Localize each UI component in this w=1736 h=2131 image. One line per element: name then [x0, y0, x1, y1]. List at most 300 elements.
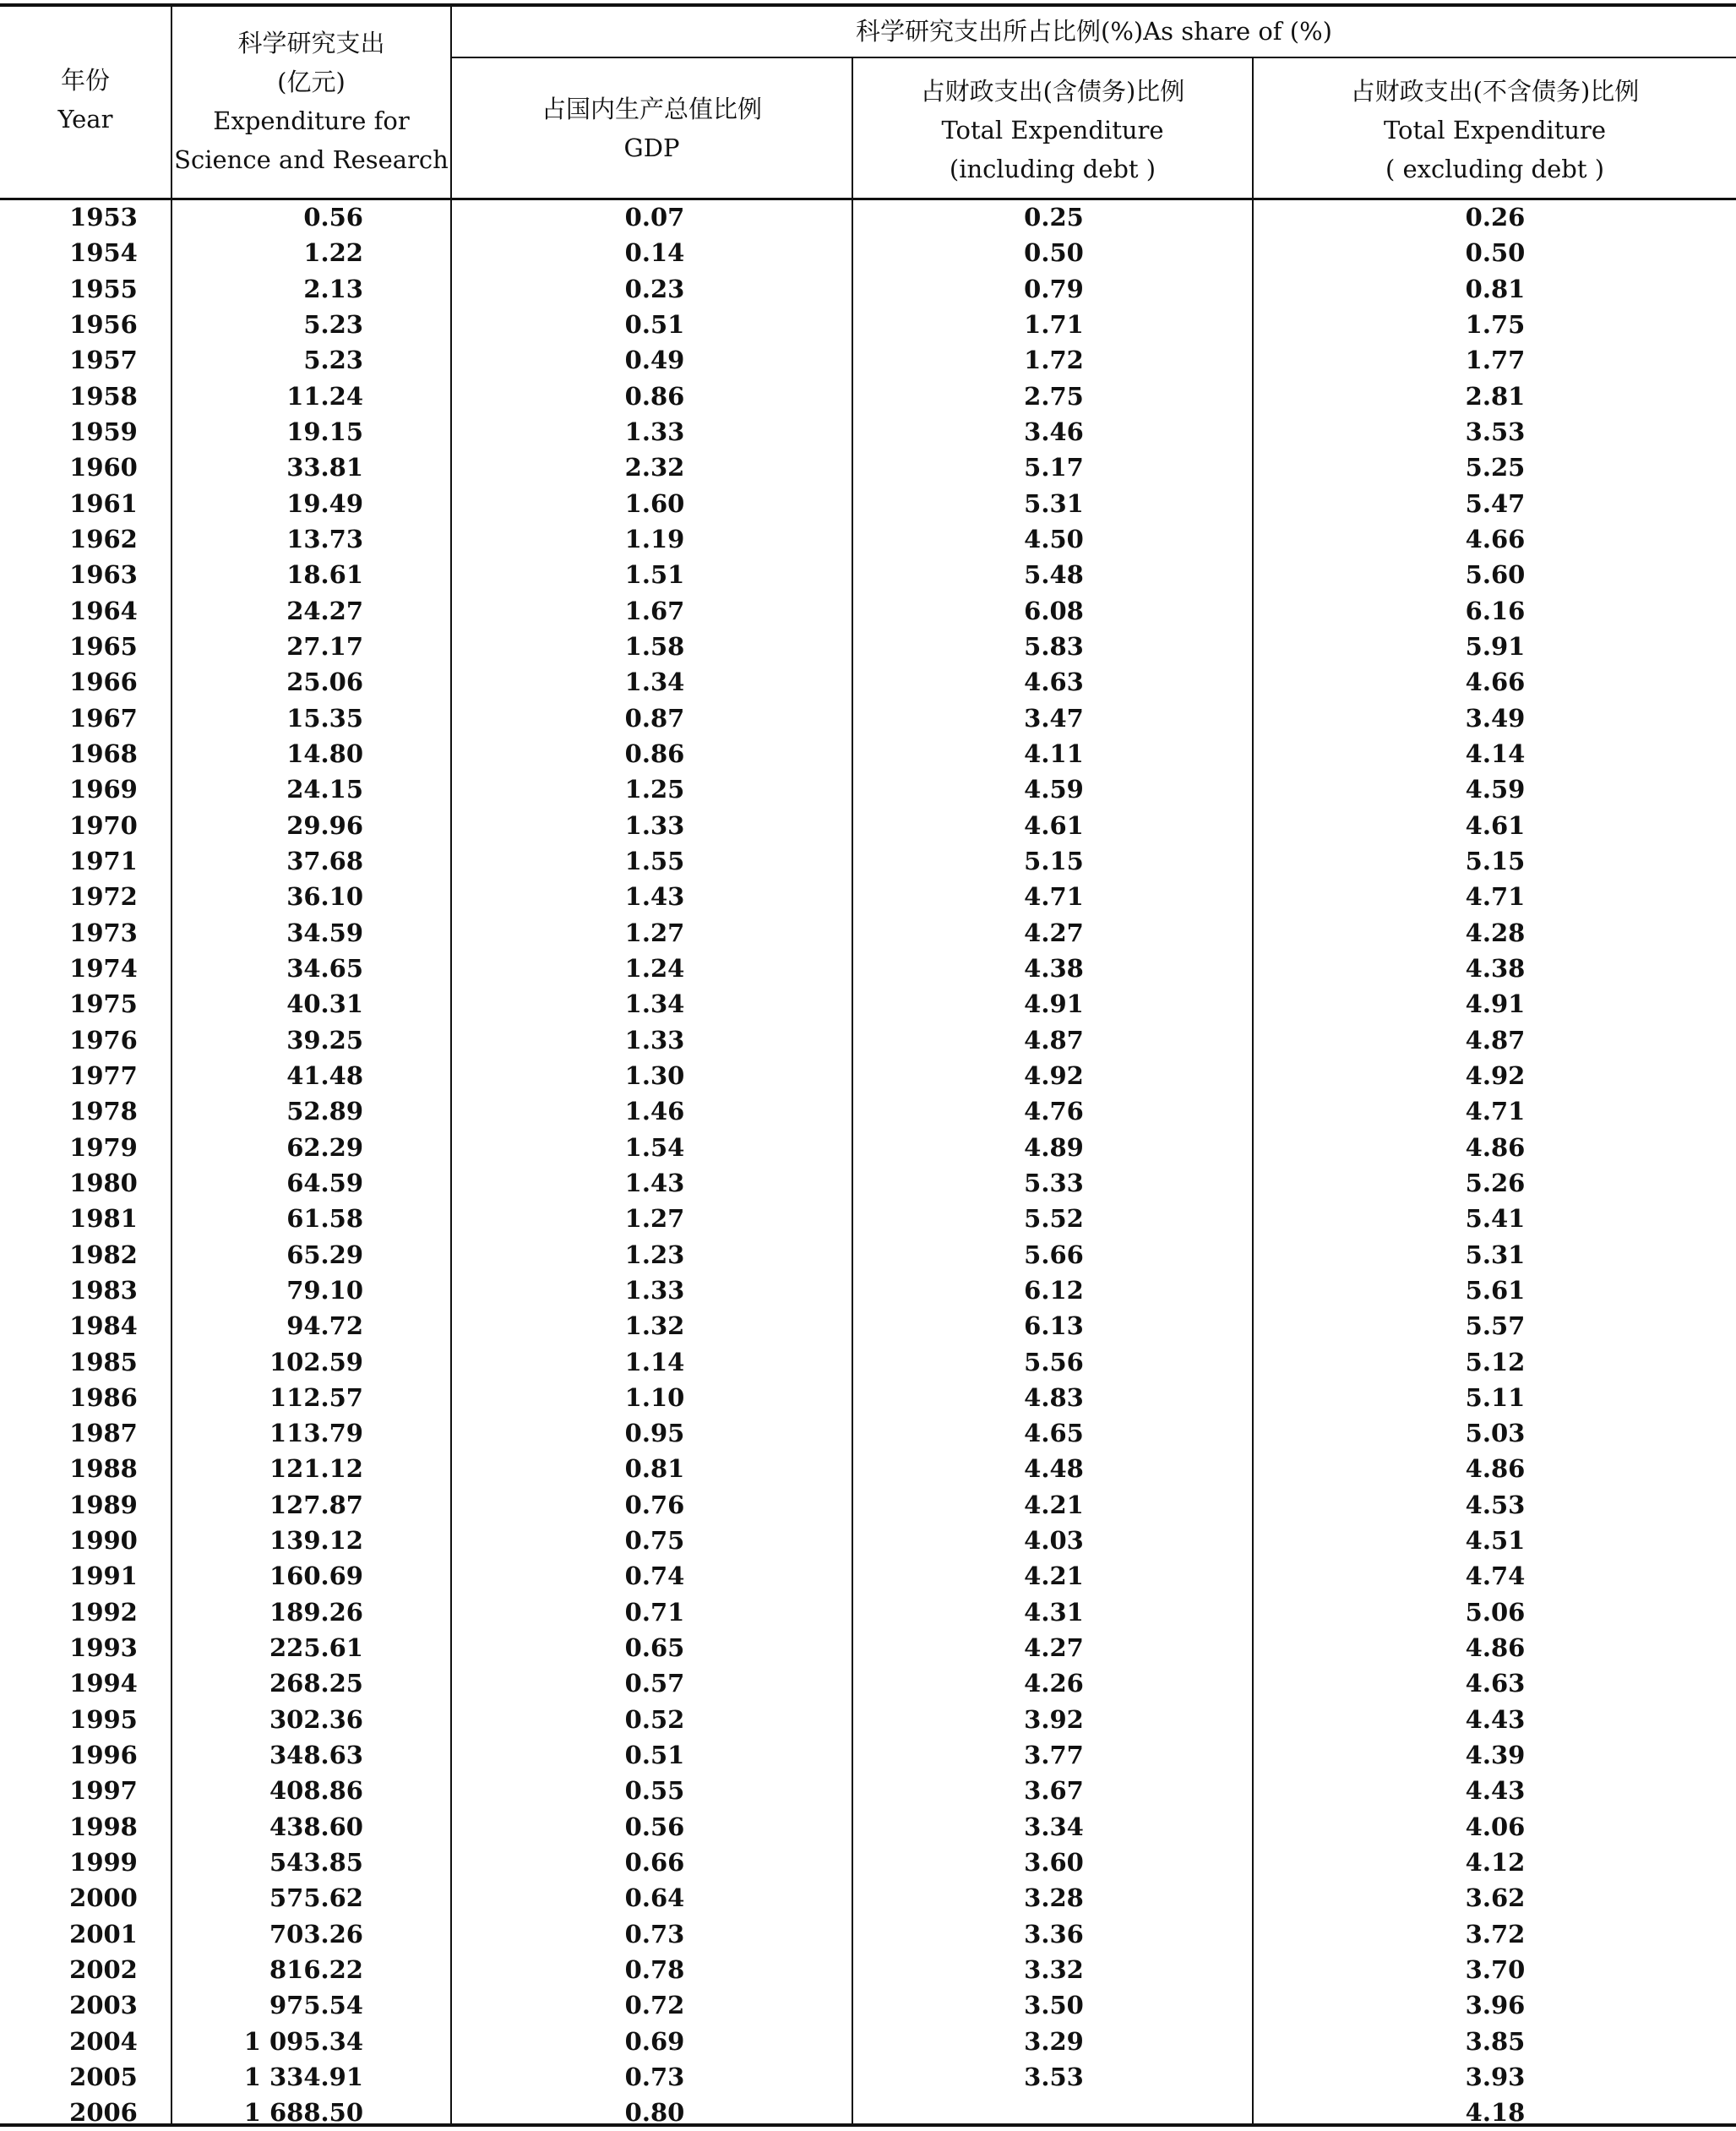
cell-year: 1998	[69, 1812, 138, 1841]
cell-gdp-share: 1.33	[624, 1025, 685, 1055]
cell-including-debt-share: 6.08	[1024, 596, 1084, 625]
cell-year: 1997	[69, 1776, 138, 1806]
cell-gdp-share: 0.49	[624, 346, 685, 375]
cell-including-debt-share: 5.56	[1024, 1347, 1084, 1376]
cell-including-debt-share: 4.61	[1024, 810, 1084, 840]
cell-excluding-debt-share: 5.31	[1465, 1240, 1526, 1269]
cell-year: 1988	[69, 1454, 138, 1484]
cell-including-debt-share: 1.71	[1024, 309, 1084, 339]
cell-year: 1994	[69, 1669, 138, 1698]
cell-excluding-debt-share: 4.14	[1465, 738, 1526, 768]
cell-including-debt-share: 3.67	[1024, 1776, 1084, 1806]
table-row	[0, 1237, 1736, 1273]
table-row	[0, 1093, 1736, 1129]
cell-expenditure: 703.26	[269, 1919, 363, 1948]
cell-including-debt-share: 3.47	[1024, 703, 1084, 733]
table-row	[0, 986, 1736, 1022]
cell-year: 1980	[69, 1168, 138, 1197]
header-including-debt	[853, 72, 1252, 188]
cell-including-debt-share: 5.17	[1024, 453, 1084, 482]
cell-year: 1958	[69, 381, 138, 411]
cell-excluding-debt-share: 5.25	[1465, 453, 1526, 482]
cell-gdp-share: 1.58	[624, 631, 685, 661]
cell-gdp-share: 1.23	[624, 1240, 685, 1269]
cell-including-debt-share: 0.79	[1024, 274, 1084, 303]
cell-gdp-share: 0.65	[624, 1633, 685, 1663]
cell-including-debt-share: 4.38	[1024, 953, 1084, 983]
header-year-en: Year	[57, 105, 113, 134]
table-row	[0, 843, 1736, 879]
cell-expenditure: 438.60	[269, 1812, 363, 1841]
cell-excluding-debt-share: 5.03	[1465, 1419, 1526, 1448]
table-row	[0, 1201, 1736, 1236]
cell-gdp-share: 0.71	[624, 1597, 685, 1627]
cell-including-debt-share: 4.92	[1024, 1060, 1084, 1090]
cell-excluding-debt-share: 4.51	[1465, 1526, 1526, 1556]
cell-excluding-debt-share: 0.81	[1465, 274, 1526, 303]
cell-expenditure: 64.59	[286, 1168, 363, 1197]
table-row	[0, 1165, 1736, 1201]
cell-expenditure: 24.27	[286, 596, 363, 625]
header-gdp-cn: 占国内生产总值比例	[541, 95, 762, 123]
cell-gdp-share: 1.33	[624, 417, 685, 446]
cell-excluding-debt-share: 4.61	[1465, 810, 1526, 840]
cell-gdp-share: 1.32	[624, 1311, 685, 1341]
table-row	[0, 1415, 1736, 1451]
cell-gdp-share: 0.69	[624, 2026, 685, 2056]
cell-gdp-share: 0.81	[624, 1454, 685, 1484]
cell-expenditure: 5.23	[303, 309, 363, 339]
table-row	[0, 629, 1736, 664]
cell-gdp-share: 1.34	[624, 989, 685, 1019]
cell-expenditure: 40.31	[286, 989, 363, 1019]
cell-including-debt-share: 4.89	[1024, 1132, 1084, 1162]
cell-expenditure: 25.06	[286, 668, 363, 697]
cell-including-debt-share: 4.76	[1024, 1097, 1084, 1126]
table-row	[0, 1130, 1736, 1165]
cell-year: 1989	[69, 1490, 138, 1519]
cell-excluding-debt-share: 3.49	[1465, 703, 1526, 733]
cell-excluding-debt-share: 2.81	[1465, 381, 1526, 411]
cell-including-debt-share: 4.87	[1024, 1025, 1084, 1055]
cell-gdp-share: 0.07	[624, 203, 685, 232]
cell-expenditure: 1 688.50	[243, 2098, 363, 2128]
cell-excluding-debt-share: 4.74	[1465, 1561, 1526, 1591]
cell-excluding-debt-share: 4.71	[1465, 1097, 1526, 1126]
table-row	[0, 2059, 1736, 2095]
cell-year: 1955	[69, 274, 138, 303]
table-row	[0, 879, 1736, 914]
table-row	[0, 951, 1736, 986]
header-excluding-debt	[1254, 72, 1736, 188]
cell-excluding-debt-share: 5.26	[1465, 1168, 1526, 1197]
cell-including-debt-share: 3.50	[1024, 1991, 1084, 2020]
cell-excluding-debt-share: 4.18	[1465, 2098, 1526, 2128]
table-row	[0, 450, 1736, 485]
table-row	[0, 1987, 1736, 2023]
cell-gdp-share: 0.86	[624, 738, 685, 768]
cell-including-debt-share: 4.27	[1024, 1633, 1084, 1663]
cell-gdp-share: 0.87	[624, 703, 685, 733]
cell-including-debt-share: 3.28	[1024, 1883, 1084, 1913]
header-excluding-debt-en-1: Total Expenditure	[1383, 116, 1607, 144]
table-row	[0, 593, 1736, 629]
table-row	[0, 1952, 1736, 1987]
cell-including-debt-share: 4.03	[1024, 1526, 1084, 1556]
cell-expenditure: 34.65	[286, 953, 363, 983]
cell-expenditure: 102.59	[269, 1347, 363, 1376]
header-gdp-en: GDP	[623, 134, 680, 162]
cell-including-debt-share: 5.83	[1024, 631, 1084, 661]
cell-year: 1978	[69, 1097, 138, 1126]
cell-including-debt-share: 4.31	[1024, 1597, 1084, 1627]
cell-gdp-share: 1.60	[624, 488, 685, 518]
cell-expenditure: 575.62	[269, 1883, 363, 1913]
cell-expenditure: 62.29	[286, 1132, 363, 1162]
cell-including-debt-share: 5.66	[1024, 1240, 1084, 1269]
cell-excluding-debt-share: 3.70	[1465, 1955, 1526, 1985]
cell-year: 1962	[69, 524, 138, 553]
cell-gdp-share: 1.33	[624, 810, 685, 840]
header-including-debt-en-1: Total Expenditure	[941, 116, 1164, 144]
cell-year: 1971	[69, 846, 138, 875]
cell-including-debt-share: 5.15	[1024, 846, 1084, 875]
cell-including-debt-share: 4.26	[1024, 1669, 1084, 1698]
cell-including-debt-share: 4.59	[1024, 775, 1084, 804]
cell-year: 1965	[69, 631, 138, 661]
cell-gdp-share: 0.76	[624, 1490, 685, 1519]
cell-excluding-debt-share: 5.61	[1465, 1275, 1526, 1305]
table-row	[0, 342, 1736, 378]
cell-year: 1987	[69, 1419, 138, 1448]
table-row	[0, 1809, 1736, 1845]
cell-expenditure: 11.24	[286, 381, 363, 411]
cell-year: 1977	[69, 1060, 138, 1090]
cell-gdp-share: 2.32	[624, 453, 685, 482]
table-row	[0, 2024, 1736, 2059]
top-rule	[0, 3, 1736, 7]
cell-gdp-share: 1.30	[624, 1060, 685, 1090]
cell-including-debt-share: 3.53	[1024, 2063, 1084, 2092]
cell-year: 2006	[69, 2098, 138, 2128]
cell-expenditure: 15.35	[286, 703, 363, 733]
header-expenditure	[172, 24, 450, 179]
cell-excluding-debt-share: 4.71	[1465, 882, 1526, 912]
cell-gdp-share: 0.74	[624, 1561, 685, 1591]
cell-including-debt-share: 3.36	[1024, 1919, 1084, 1948]
cell-year: 1975	[69, 989, 138, 1019]
cell-including-debt-share: 4.27	[1024, 918, 1084, 947]
cell-year: 1992	[69, 1597, 138, 1627]
cell-expenditure: 816.22	[269, 1955, 363, 1985]
cell-year: 1996	[69, 1741, 138, 1770]
cell-year: 1964	[69, 596, 138, 625]
cell-expenditure: 61.58	[286, 1204, 363, 1234]
cell-gdp-share: 1.19	[624, 524, 685, 553]
cell-year: 2002	[69, 1955, 138, 1985]
cell-including-debt-share: 4.11	[1024, 738, 1084, 768]
cell-year: 1953	[69, 203, 138, 232]
cell-expenditure: 14.80	[286, 738, 363, 768]
cell-including-debt-share: 5.52	[1024, 1204, 1084, 1234]
header-including-debt-cn: 占财政支出(含债务)比例	[920, 77, 1185, 106]
cell-expenditure: 1 095.34	[243, 2026, 363, 2056]
table-row	[0, 1022, 1736, 1058]
cell-expenditure: 41.48	[286, 1060, 363, 1090]
cell-excluding-debt-share: 5.15	[1465, 846, 1526, 875]
table-row	[0, 1773, 1736, 1808]
cell-year: 2003	[69, 1991, 138, 2020]
cell-year: 1979	[69, 1132, 138, 1162]
cell-gdp-share: 0.80	[624, 2098, 685, 2128]
cell-including-debt-share: 5.33	[1024, 1168, 1084, 1197]
cell-excluding-debt-share: 3.53	[1465, 417, 1526, 446]
cell-excluding-debt-share: 5.60	[1465, 560, 1526, 590]
cell-excluding-debt-share: 4.06	[1465, 1812, 1526, 1841]
cell-excluding-debt-share: 3.93	[1465, 2063, 1526, 2092]
cell-gdp-share: 0.73	[624, 1919, 685, 1948]
table-row	[0, 915, 1736, 951]
cell-expenditure: 348.63	[269, 1741, 363, 1770]
cell-expenditure: 5.23	[303, 346, 363, 375]
cell-year: 1969	[69, 775, 138, 804]
table-body	[0, 199, 1736, 2131]
cell-year: 1957	[69, 346, 138, 375]
cell-excluding-debt-share: 4.66	[1465, 524, 1526, 553]
cell-gdp-share: 0.95	[624, 1419, 685, 1448]
cell-including-debt-share: 4.21	[1024, 1490, 1084, 1519]
cell-including-debt-share: 4.48	[1024, 1454, 1084, 1484]
cell-year: 1990	[69, 1526, 138, 1556]
cell-gdp-share: 1.33	[624, 1275, 685, 1305]
table-row	[0, 1058, 1736, 1093]
cell-gdp-share: 0.73	[624, 2063, 685, 2092]
cell-excluding-debt-share: 4.92	[1465, 1060, 1526, 1090]
table-row	[0, 199, 1736, 235]
cell-including-debt-share: 3.46	[1024, 417, 1084, 446]
table-row	[0, 1916, 1736, 1952]
cell-excluding-debt-share: 3.85	[1465, 2026, 1526, 2056]
cell-gdp-share: 0.75	[624, 1526, 685, 1556]
cell-excluding-debt-share: 4.43	[1465, 1704, 1526, 1734]
cell-including-debt-share: 4.91	[1024, 989, 1084, 1019]
cell-expenditure: 18.61	[286, 560, 363, 590]
cell-year: 1999	[69, 1848, 138, 1878]
table-row	[0, 414, 1736, 450]
cell-including-debt-share: 4.50	[1024, 524, 1084, 553]
cell-expenditure: 302.36	[269, 1704, 363, 1734]
cell-including-debt-share: 2.75	[1024, 381, 1084, 411]
table-row	[0, 1737, 1736, 1773]
cell-expenditure: 65.29	[286, 1240, 363, 1269]
cell-excluding-debt-share: 4.66	[1465, 668, 1526, 697]
cell-expenditure: 1 334.91	[243, 2063, 363, 2092]
header-excluding-debt-en-2: ( excluding debt )	[1385, 155, 1605, 183]
table-row	[0, 557, 1736, 592]
cell-gdp-share: 0.51	[624, 1741, 685, 1770]
cell-gdp-share: 0.66	[624, 1848, 685, 1878]
table-row	[0, 1487, 1736, 1523]
cell-gdp-share: 0.78	[624, 1955, 685, 1985]
table-row	[0, 1380, 1736, 1415]
header-including-debt-en-2: (including debt )	[949, 155, 1156, 183]
table-row	[0, 486, 1736, 521]
cell-expenditure: 543.85	[269, 1848, 363, 1878]
cell-excluding-debt-share: 1.75	[1465, 309, 1526, 339]
cell-gdp-share: 1.43	[624, 1168, 685, 1197]
table-row	[0, 1702, 1736, 1737]
cell-gdp-share: 1.67	[624, 596, 685, 625]
table-row	[0, 808, 1736, 843]
cell-including-debt-share: 3.34	[1024, 1812, 1084, 1841]
cell-including-debt-share: 0.25	[1024, 203, 1084, 232]
cell-year: 1970	[69, 810, 138, 840]
cell-including-debt-share: 5.48	[1024, 560, 1084, 590]
table-row	[0, 379, 1736, 414]
cell-excluding-debt-share: 5.11	[1465, 1382, 1526, 1412]
cell-gdp-share: 1.34	[624, 668, 685, 697]
cell-excluding-debt-share: 4.28	[1465, 918, 1526, 947]
table-row	[0, 1630, 1736, 1665]
table-row	[0, 1451, 1736, 1486]
cell-expenditure: 2.13	[303, 274, 363, 303]
cell-including-debt-share: 0.50	[1024, 238, 1084, 268]
table-row	[0, 1523, 1736, 1558]
table-row	[0, 1880, 1736, 1916]
cell-expenditure: 19.49	[286, 488, 363, 518]
table-row	[0, 736, 1736, 771]
cell-including-debt-share: 3.29	[1024, 2026, 1084, 2056]
cell-excluding-debt-share: 5.91	[1465, 631, 1526, 661]
cell-gdp-share: 1.27	[624, 918, 685, 947]
cell-including-debt-share: 3.77	[1024, 1741, 1084, 1770]
cell-expenditure: 36.10	[286, 882, 363, 912]
cell-expenditure: 121.12	[269, 1454, 363, 1484]
cell-excluding-debt-share: 5.06	[1465, 1597, 1526, 1627]
cell-year: 1973	[69, 918, 138, 947]
cell-excluding-debt-share: 0.50	[1465, 238, 1526, 268]
cell-gdp-share: 0.56	[624, 1812, 685, 1841]
cell-excluding-debt-share: 3.72	[1465, 1919, 1526, 1948]
cell-expenditure: 29.96	[286, 810, 363, 840]
cell-year: 1966	[69, 668, 138, 697]
cell-excluding-debt-share: 5.57	[1465, 1311, 1526, 1341]
cell-gdp-share: 0.72	[624, 1991, 685, 2020]
cell-excluding-debt-share: 4.86	[1465, 1633, 1526, 1663]
cell-including-debt-share: 1.72	[1024, 346, 1084, 375]
cell-expenditure: 39.25	[286, 1025, 363, 1055]
cell-including-debt-share: 3.60	[1024, 1848, 1084, 1878]
cell-expenditure: 975.54	[269, 1991, 363, 2020]
cell-gdp-share: 0.57	[624, 1669, 685, 1698]
cell-year: 1984	[69, 1311, 138, 1341]
cell-gdp-share: 1.54	[624, 1132, 685, 1162]
cell-year: 1972	[69, 882, 138, 912]
cell-excluding-debt-share: 5.12	[1465, 1347, 1526, 1376]
cell-year: 1983	[69, 1275, 138, 1305]
cell-excluding-debt-share: 3.96	[1465, 1991, 1526, 2020]
header-expenditure-en-1: Expenditure for	[213, 106, 410, 135]
table-row	[0, 2095, 1736, 2130]
cell-including-debt-share: 3.32	[1024, 1955, 1084, 1985]
cell-gdp-share: 1.51	[624, 560, 685, 590]
cell-expenditure: 94.72	[286, 1311, 363, 1341]
cell-year: 1993	[69, 1633, 138, 1663]
cell-year: 1985	[69, 1347, 138, 1376]
cell-year: 1961	[69, 488, 138, 518]
header-expenditure-cn: 科学研究支出	[237, 29, 385, 57]
table-row	[0, 271, 1736, 307]
cell-excluding-debt-share: 4.12	[1465, 1848, 1526, 1878]
table-row	[0, 1594, 1736, 1630]
table-row	[0, 307, 1736, 342]
span-underline-rule	[452, 57, 1736, 58]
cell-excluding-debt-share: 5.41	[1465, 1204, 1526, 1234]
cell-including-debt-share: 4.21	[1024, 1561, 1084, 1591]
cell-year: 1974	[69, 953, 138, 983]
table-row	[0, 1273, 1736, 1308]
cell-excluding-debt-share: 4.53	[1465, 1490, 1526, 1519]
cell-year: 1981	[69, 1204, 138, 1234]
table-row	[0, 1344, 1736, 1380]
header-excluding-debt-cn: 占财政支出(不含债务)比例	[1350, 77, 1640, 106]
cell-gdp-share: 0.64	[624, 1883, 685, 1913]
cell-excluding-debt-share: 4.39	[1465, 1741, 1526, 1770]
cell-year: 1954	[69, 238, 138, 268]
cell-including-debt-share: 6.12	[1024, 1275, 1084, 1305]
cell-excluding-debt-share: 5.47	[1465, 488, 1526, 518]
cell-gdp-share: 0.52	[624, 1704, 685, 1734]
header-year	[0, 61, 171, 139]
cell-year: 1956	[69, 309, 138, 339]
cell-excluding-debt-share: 4.86	[1465, 1132, 1526, 1162]
cell-year: 1960	[69, 453, 138, 482]
cell-expenditure: 189.26	[269, 1597, 363, 1627]
cell-including-debt-share: 3.92	[1024, 1704, 1084, 1734]
cell-year: 2000	[69, 1883, 138, 1913]
cell-including-debt-share: 5.31	[1024, 488, 1084, 518]
cell-expenditure: 113.79	[269, 1419, 363, 1448]
cell-gdp-share: 0.23	[624, 274, 685, 303]
cell-expenditure: 1.22	[303, 238, 363, 268]
cell-gdp-share: 0.51	[624, 309, 685, 339]
cell-excluding-debt-share: 4.59	[1465, 775, 1526, 804]
table-row	[0, 664, 1736, 700]
cell-expenditure: 139.12	[269, 1526, 363, 1556]
cell-including-debt-share: 4.83	[1024, 1382, 1084, 1412]
table-row	[0, 771, 1736, 807]
cell-year: 1982	[69, 1240, 138, 1269]
cell-expenditure: 19.15	[286, 417, 363, 446]
cell-including-debt-share: 4.71	[1024, 882, 1084, 912]
cell-expenditure: 408.86	[269, 1776, 363, 1806]
cell-gdp-share: 1.10	[624, 1382, 685, 1412]
cell-excluding-debt-share: 6.16	[1465, 596, 1526, 625]
cell-expenditure: 160.69	[269, 1561, 363, 1591]
cell-gdp-share: 1.14	[624, 1347, 685, 1376]
cell-excluding-debt-share: 4.91	[1465, 989, 1526, 1019]
header-share-span: 科学研究支出所占比例(%)As share of (%)	[856, 17, 1332, 46]
cell-gdp-share: 1.43	[624, 882, 685, 912]
cell-year: 2004	[69, 2026, 138, 2056]
table-row	[0, 1845, 1736, 1880]
cell-excluding-debt-share: 4.43	[1465, 1776, 1526, 1806]
cell-expenditure: 127.87	[269, 1490, 363, 1519]
cell-expenditure: 268.25	[269, 1669, 363, 1698]
table-row	[0, 700, 1736, 736]
cell-expenditure: 79.10	[286, 1275, 363, 1305]
cell-expenditure: 27.17	[286, 631, 363, 661]
